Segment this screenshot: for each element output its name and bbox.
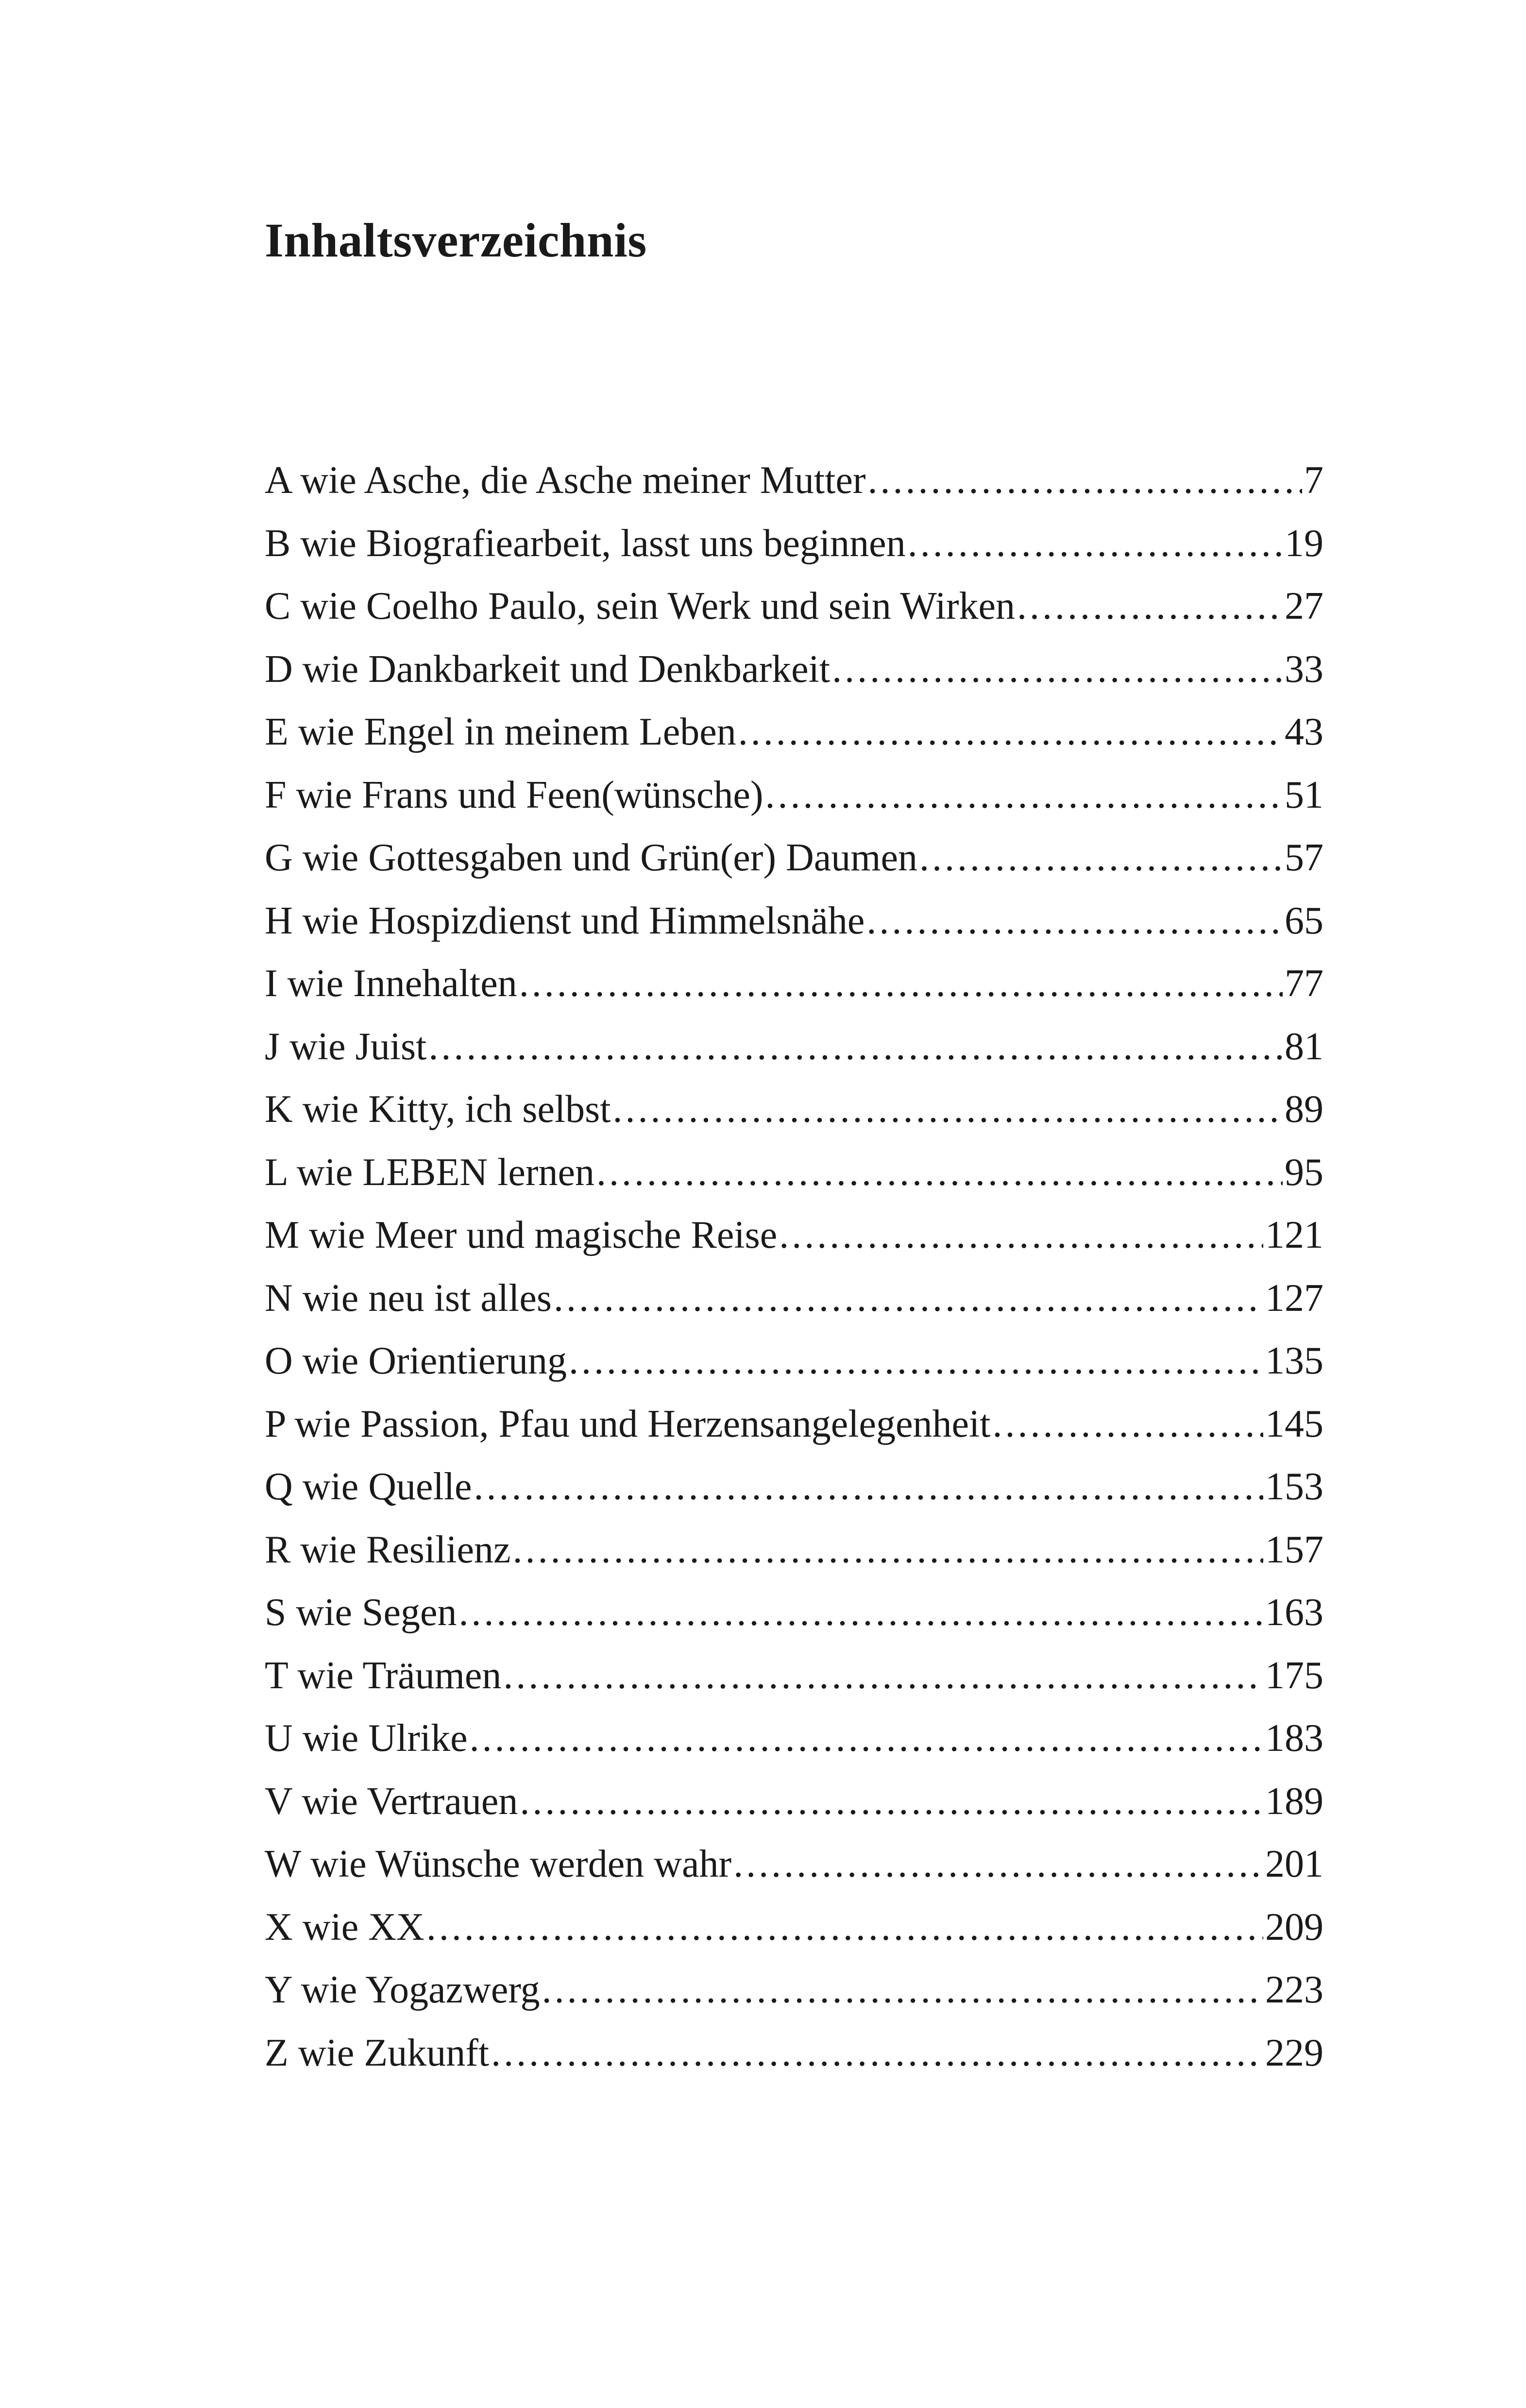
dot-leader <box>596 1141 1283 1204</box>
toc-entry-label: G wie Gottesgaben und Grün(er) Daumen <box>265 836 918 879</box>
toc-entry <box>265 1267 1323 1330</box>
dot-leader <box>474 1456 1263 1519</box>
dot-leader <box>613 1078 1283 1141</box>
toc-entry-page-number: 163 <box>1265 1591 1323 1634</box>
dot-leader <box>919 827 1283 890</box>
toc-entry <box>265 952 1323 1016</box>
toc-entry-page-number: 77 <box>1285 962 1323 1005</box>
dot-leader <box>542 1959 1263 2022</box>
toc-entry-page-number: 135 <box>1265 1340 1323 1382</box>
dot-leader <box>733 1833 1263 1896</box>
toc-entry <box>265 449 1323 512</box>
toc-entry-label: S wie Segen <box>265 1591 457 1634</box>
toc-entry-page-number: 183 <box>1265 1717 1323 1760</box>
dot-leader <box>569 1330 1263 1393</box>
toc-entry-page-number: 157 <box>1265 1528 1323 1571</box>
toc-entry <box>265 1456 1323 1519</box>
toc-entry-page-number: 127 <box>1265 1276 1323 1320</box>
toc-entry <box>265 1707 1323 1770</box>
toc-entry <box>265 575 1323 638</box>
dot-leader <box>908 512 1283 576</box>
toc-entry <box>265 512 1323 576</box>
toc-entry <box>265 827 1323 890</box>
toc-entry <box>265 1204 1323 1267</box>
toc-entry-label: D wie Dankbarkeit und Denkbarkeit <box>265 647 831 691</box>
toc-entry <box>265 1959 1323 2022</box>
toc-entry-page-number: 229 <box>1265 2031 1323 2074</box>
dot-leader <box>765 764 1283 827</box>
toc-entry-page-number: 27 <box>1285 585 1323 627</box>
toc-entry <box>265 1393 1323 1456</box>
toc-entry-label: I wie Innehalten <box>265 962 517 1005</box>
toc-entry-label: H wie Hospizdienst und Himmelsnähe <box>265 899 865 942</box>
toc-entry-page-number: 57 <box>1285 836 1323 879</box>
toc-entry-label: E wie Engel in meinem Leben <box>265 711 736 753</box>
toc-entry-label: V wie Vertrauen <box>265 1780 518 1823</box>
toc-entry <box>265 1141 1323 1204</box>
toc-entry <box>265 890 1323 953</box>
toc-entry-page-number: 95 <box>1285 1151 1323 1194</box>
dot-leader <box>738 701 1283 764</box>
toc-entry <box>265 1581 1323 1645</box>
toc-entry-label: U wie Ulrike <box>265 1717 468 1760</box>
toc-entry-label: T wie Träumen <box>265 1654 502 1697</box>
toc-entry-page-number: 33 <box>1285 647 1323 691</box>
toc-entry-label: P wie Passion, Pfau und Herzensangelegenheit <box>265 1402 991 1445</box>
toc-entry <box>265 1330 1323 1393</box>
dot-leader <box>519 952 1283 1016</box>
toc-entry-label: Y wie Yogazwerg <box>265 1968 540 2011</box>
toc-entry-label: J wie Juist <box>265 1025 427 1068</box>
toc-entry <box>265 764 1323 827</box>
toc-entry-label: K wie Kitty, ich selbst <box>265 1088 611 1131</box>
toc-entry-page-number: 121 <box>1265 1214 1323 1256</box>
toc-entry-page-number: 209 <box>1265 1905 1323 1949</box>
dot-leader <box>491 2022 1263 2085</box>
toc-entry-page-number: 51 <box>1285 773 1323 816</box>
toc-entry-page-number: 175 <box>1265 1654 1323 1697</box>
dot-leader <box>513 1519 1263 1582</box>
dot-leader <box>779 1204 1263 1267</box>
toc-entry-page-number: 145 <box>1265 1402 1323 1445</box>
toc-entry-label: L wie LEBEN lernen <box>265 1151 595 1194</box>
dot-leader <box>832 638 1283 701</box>
toc-entry-page-number: 189 <box>1265 1780 1323 1823</box>
toc-entry <box>265 1833 1323 1896</box>
toc-entry <box>265 1896 1323 1959</box>
toc-entry-label: Q wie Quelle <box>265 1465 472 1508</box>
dot-leader <box>470 1707 1263 1770</box>
toc-entry <box>265 1078 1323 1141</box>
toc-entry-page-number: 65 <box>1285 899 1323 942</box>
toc-entry <box>265 1645 1323 1708</box>
toc-entry <box>265 1770 1323 1833</box>
toc-entry-page-number: 19 <box>1285 522 1323 565</box>
dot-leader <box>867 449 1302 512</box>
toc-entry <box>265 638 1323 701</box>
dot-leader <box>459 1581 1263 1645</box>
dot-leader <box>992 1393 1263 1456</box>
toc-entry-page-number: 43 <box>1285 711 1323 753</box>
toc-entry-label: W wie Wünsche werden wahr <box>265 1843 732 1885</box>
toc-entry-page-number: 89 <box>1285 1088 1323 1131</box>
toc-entry <box>265 1016 1323 1079</box>
toc-entry-page-number: 153 <box>1265 1465 1323 1508</box>
toc-entry-label: N wie neu ist alles <box>265 1276 552 1320</box>
toc-entry-page-number: 201 <box>1265 1843 1323 1885</box>
toc-entry-label: C wie Coelho Paulo, sein Werk und sein Wirken <box>265 585 1015 627</box>
dot-leader <box>503 1645 1263 1708</box>
toc-entry-page-number: 7 <box>1304 459 1323 502</box>
toc-entry-label: B wie Biografiearbeit, lasst uns beginnen <box>265 522 906 565</box>
dot-leader <box>554 1267 1263 1330</box>
dot-leader <box>428 1016 1283 1079</box>
toc-entry-page-number: 81 <box>1285 1025 1323 1068</box>
toc-entry-label: O wie Orientierung <box>265 1340 567 1382</box>
dot-leader <box>426 1896 1263 1959</box>
toc-entry-label: Z wie Zukunft <box>265 2031 490 2074</box>
toc-entry-page-number: 223 <box>1265 1968 1323 2011</box>
toc-entry-label: R wie Resilienz <box>265 1528 511 1571</box>
toc-list <box>265 449 1323 2085</box>
toc-entry <box>265 2022 1323 2085</box>
dot-leader <box>1017 575 1283 638</box>
toc-entry-label: X wie XX <box>265 1905 424 1949</box>
toc-entry-label: M wie Meer und magische Reise <box>265 1214 778 1256</box>
toc-entry-label: A wie Asche, die Asche meiner Mutter <box>265 459 866 502</box>
page-title: Inhaltsverzeichnis <box>265 213 647 267</box>
toc-entry <box>265 701 1323 764</box>
toc-entry-label: F wie Frans und Feen(wünsche) <box>265 773 763 816</box>
dot-leader <box>520 1770 1263 1833</box>
toc-entry <box>265 1519 1323 1582</box>
dot-leader <box>866 890 1283 953</box>
